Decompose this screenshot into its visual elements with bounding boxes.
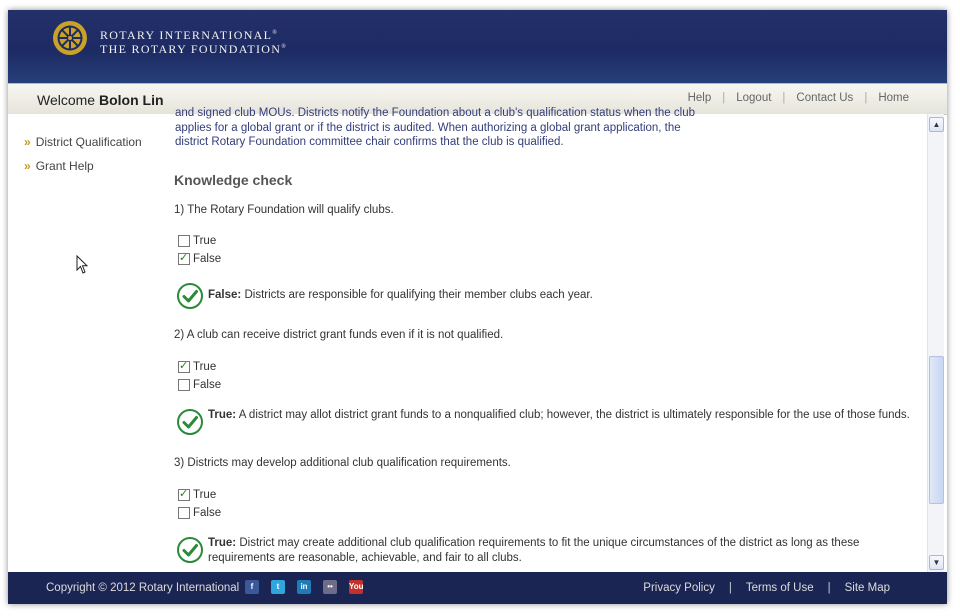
registered-mark: ® [272, 30, 279, 36]
question-2-feedback [176, 408, 916, 436]
question-3-option-false[interactable] [178, 507, 221, 519]
correct-check-icon [176, 408, 204, 436]
nav-home-link[interactable]: Home [878, 92, 909, 104]
feedback-text: Districts are responsible for qualifying their member clubs each year. [244, 289, 593, 301]
sidebar [8, 114, 168, 572]
option-label: False [193, 379, 222, 391]
nav-separator: | [864, 92, 868, 104]
vertical-scrollbar[interactable] [927, 114, 944, 572]
option-label: True [193, 489, 217, 501]
privacy-policy-link[interactable]: Privacy Policy [643, 582, 715, 594]
question-3-option-true[interactable] [178, 489, 216, 501]
intro-line-1: and signed club MOUs. Districts notify the Foundation about a club's qualification status when the club [175, 107, 695, 119]
brand-line-1: ROTARY INTERNATIONAL [100, 28, 273, 42]
footer-separator: | [827, 582, 831, 594]
question-1-option-false[interactable] [178, 253, 221, 265]
welcome-message [37, 92, 164, 108]
sidebar-item-grant-help[interactable] [24, 159, 94, 173]
question-3-text: 3) Districts may develop additional club qualification requirements. [174, 457, 511, 469]
site-header [8, 10, 947, 83]
flickr-icon[interactable]: •• [323, 580, 337, 594]
nav-contact-link[interactable]: Contact Us [796, 92, 854, 104]
option-label: False [193, 253, 222, 265]
checkbox-checked[interactable] [178, 361, 190, 373]
site-map-link[interactable]: Site Map [844, 582, 890, 594]
question-3-feedback [176, 536, 916, 566]
rotary-wheel-logo[interactable] [50, 18, 90, 58]
registered-mark-2: ® [281, 44, 288, 50]
nav-separator: | [782, 92, 786, 104]
copyright-text: Copyright © 2012 Rotary International [46, 582, 240, 594]
question-2-text: 2) A club can receive district grant funds even if it is not qualified. [174, 329, 504, 341]
scroll-down-button[interactable]: ▼ [929, 555, 944, 570]
sidebar-item-district-qualification[interactable] [24, 135, 142, 149]
question-1-feedback [176, 282, 916, 310]
youtube-icon[interactable]: You [349, 580, 363, 594]
footer-separator: | [728, 582, 732, 594]
correct-check-icon [176, 282, 204, 310]
footer-links [643, 582, 890, 594]
nav-help-link[interactable]: Help [687, 92, 712, 104]
feedback-lead: True: [208, 409, 237, 421]
option-label: True [193, 361, 217, 373]
brand-text [100, 27, 287, 55]
welcome-prefix: Welcome [37, 92, 96, 108]
question-2-option-true[interactable] [178, 361, 216, 373]
site-footer [8, 572, 947, 604]
facebook-icon[interactable]: f [245, 580, 259, 594]
feedback-text: A district may allot district grant funds to a nonqualified club; however, the district is ultimately responsible for the use of those funds. [238, 409, 910, 421]
option-label: True [193, 235, 217, 247]
top-nav [688, 92, 909, 104]
feedback-lead: True: [208, 537, 237, 549]
option-label: False [193, 507, 222, 519]
checkbox[interactable] [178, 379, 190, 391]
intro-line-3: district Rotary Foundation committee chair confirms that the club is qualified. [175, 136, 564, 148]
browser-window [8, 10, 947, 604]
feedback-text: District may create additional club qualification requirements to fit the unique circumstances of the district as long as these requirements are reasonable, achievable, and fair to all clubs. [208, 537, 860, 564]
sidebar-item-label: District Qualification [35, 135, 142, 149]
correct-check-icon [176, 536, 204, 564]
question-1-option-true[interactable] [178, 235, 216, 247]
brand-line-2: THE ROTARY FOUNDATION [100, 42, 282, 56]
question-2-option-false[interactable] [178, 379, 221, 391]
checkbox[interactable] [178, 235, 190, 247]
intro-paragraph [175, 106, 731, 150]
mouse-pointer-icon [76, 255, 90, 275]
knowledge-check-heading: Knowledge check [174, 172, 293, 188]
checkbox[interactable] [178, 507, 190, 519]
main-content [168, 107, 927, 572]
chevron-right-icon: » [24, 135, 31, 149]
nav-separator: | [722, 92, 726, 104]
sidebar-item-label: Grant Help [35, 159, 94, 173]
terms-of-use-link[interactable]: Terms of Use [745, 582, 814, 594]
scroll-up-button[interactable]: ▲ [929, 117, 944, 132]
scroll-thumb[interactable] [929, 356, 944, 504]
checkbox-checked[interactable] [178, 489, 190, 501]
twitter-icon[interactable]: t [271, 580, 285, 594]
intro-line-2: applies for a global grant or if the district is audited. When authorizing a global grant application, the [175, 121, 681, 134]
nav-logout-link[interactable]: Logout [736, 92, 772, 104]
question-1-text: 1) The Rotary Foundation will qualify clubs. [174, 204, 394, 216]
user-name: Bolon Lin [98, 92, 164, 108]
checkbox-checked[interactable] [178, 253, 190, 265]
chevron-right-icon: » [24, 159, 31, 173]
feedback-lead: False: [208, 289, 242, 301]
linkedin-icon[interactable]: in [297, 580, 311, 594]
